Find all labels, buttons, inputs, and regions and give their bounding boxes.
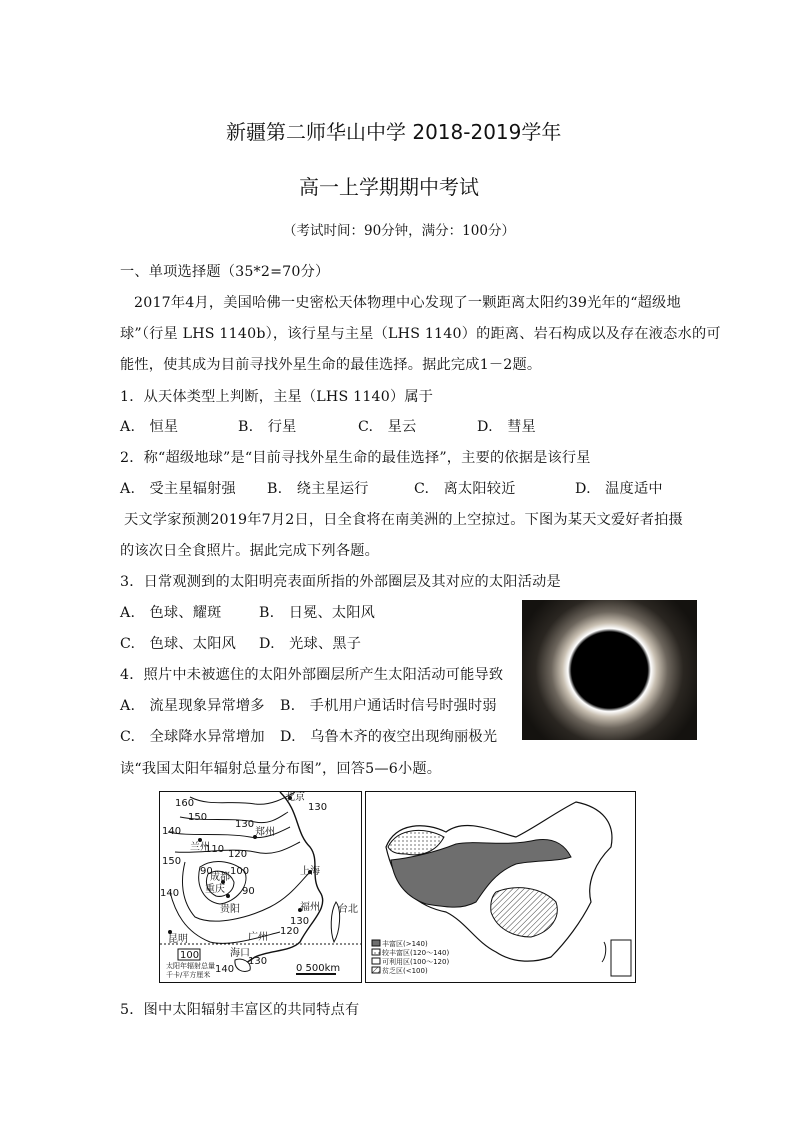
radiation-zone-map — [365, 791, 636, 983]
isoline-label: 160 — [175, 798, 195, 809]
q3-option-d[interactable]: D. 光球、黑子 — [259, 636, 362, 652]
legend-swatch-relatively-rich — [372, 949, 380, 955]
q4-stem: 4．照片中未被遮住的太阳外部圈层所产生太阳活动可能导致 — [120, 667, 504, 683]
city-label-guangzhou: 广州 — [248, 932, 268, 943]
isoline-label: 120 — [228, 849, 248, 860]
q3-option-c[interactable]: C. 色球、太阳风 — [120, 636, 236, 652]
taiwan-outline — [602, 942, 606, 962]
city-label-fuzhou: 福州 — [300, 902, 320, 913]
scale-label: 0 500km — [296, 963, 341, 974]
isoline — [190, 792, 295, 804]
q1-option-c[interactable]: C. 星云 — [358, 419, 417, 435]
q4-option-c[interactable]: C. 全球降水异常增加 — [120, 729, 265, 745]
legend-caption-line2: 千卡/平方厘米 — [166, 971, 211, 979]
legend-label-poor: 贫乏区(<100) — [382, 967, 428, 975]
isoline-label: 130 — [235, 819, 255, 830]
city-label-shanghai: 上海 — [300, 866, 320, 877]
city-label-chengdu: 成都 — [210, 872, 230, 883]
q2-option-d[interactable]: D. 温度适中 — [575, 481, 663, 497]
passage1-line3: 能性，使其成为目前寻找外星生命的最佳选择。据此完成1－2题。 — [120, 357, 542, 373]
passage2-line2: 的该次日全食照片。据此完成下列各题。 — [120, 543, 379, 559]
q3-option-b[interactable]: B. 日冕、太阳风 — [259, 605, 376, 621]
city-label-chongqing: 重庆 — [205, 884, 225, 895]
exam-title-line1: 新疆第二师华山中学 2018-2019学年 — [226, 120, 562, 144]
city-label-haikou: 海口 — [230, 948, 250, 959]
isoline-label: 130 — [308, 802, 328, 813]
zone-map-svg — [366, 792, 635, 982]
q1-option-b[interactable]: B. 行星 — [238, 419, 297, 435]
passage1-line2: 球”（行星 LHS 1140b），该行星与主星（LHS 1140）的距离、岩石构成以及存在液态水的可 — [120, 326, 721, 342]
isoline-label: 140 — [162, 826, 182, 837]
city-label-taibei: 台北 — [338, 904, 358, 915]
legend-label-usable: 可利用区(100～120) — [382, 958, 450, 966]
legend-caption-line1: 太阳年辐射总量 — [166, 962, 215, 970]
q4-option-a[interactable]: A. 流星现象异常增多 — [120, 698, 265, 714]
legend-label-rich: 丰富区(>140) — [382, 940, 428, 948]
city-label-lanzhou: 兰州 — [190, 842, 210, 853]
q2-stem: 2．称“超级地球”是“目前寻找外星生命的最佳选择”，主要的依据是该行星 — [120, 450, 591, 466]
isoline-label: 130 — [290, 916, 310, 927]
q4-option-d[interactable]: D. 乌鲁木齐的夜空出现绚丽极光 — [280, 729, 498, 745]
city-label-zhengzhou: 郑州 — [255, 827, 275, 838]
q3-option-a[interactable]: A. 色球、耀斑 — [120, 605, 222, 621]
isoline-label: 150 — [162, 856, 182, 867]
q2-option-a[interactable]: A. 受主星辐射强 — [120, 481, 236, 497]
q1-option-a[interactable]: A. 恒星 — [120, 419, 179, 435]
passage2-line1: 天文学家预测2019年7月2日，日全食将在南美洲的上空掠过。下图为某天文爱好者拍摄 — [124, 512, 683, 528]
isoline-label: 140 — [160, 888, 180, 899]
city-label-kunming: 昆明 — [168, 934, 188, 945]
isoline-label: 90 — [200, 866, 213, 877]
passage3: 读“我国太阳年辐射总量分布图”，回答5—6小题。 — [120, 761, 442, 777]
q1-option-d[interactable]: D. 彗星 — [477, 419, 536, 435]
isoline-label: 100 — [230, 866, 250, 877]
q5-stem: 5．图中太阳辐射丰富区的共同特点有 — [120, 1002, 360, 1018]
isoline-map-svg — [160, 792, 361, 982]
radiation-isoline-map — [159, 791, 362, 983]
city-label-guiyang: 贵阳 — [220, 904, 240, 915]
q3-stem: 3．日常观测到的太阳明亮表面所指的外部圈层及其对应的太阳活动是 — [120, 574, 561, 590]
isoline-label: 90 — [242, 886, 255, 897]
isoline-label: 150 — [188, 812, 208, 823]
exam-info: （考试时间：90分钟，满分：100分） — [283, 223, 515, 239]
passage1-line1: 2017年4月，美国哈佛一史密松天体物理中心发现了一颗距离太阳约39光年的“超级地 — [134, 295, 681, 311]
legend-swatch-usable — [372, 958, 380, 964]
south-china-sea-inset — [611, 940, 631, 976]
isoline-label: 140 — [215, 964, 235, 975]
legend-sample-value: 100 — [180, 950, 200, 961]
q2-option-c[interactable]: C. 离太阳较近 — [414, 481, 516, 497]
q4-option-b[interactable]: B. 手机用户通话时信号时强时弱 — [280, 698, 497, 714]
city-label-beijing: 北京 — [285, 792, 305, 803]
solar-eclipse-photo — [522, 600, 697, 740]
isoline-label: 130 — [248, 956, 268, 967]
q2-option-b[interactable]: B. 绕主星运行 — [267, 481, 369, 497]
isoline-label: 110 — [205, 844, 225, 855]
section-heading: 一、单项选择题（35*2=70分） — [120, 264, 330, 280]
city-dot — [226, 894, 230, 898]
legend-swatch-rich — [372, 940, 380, 946]
isoline-label: 120 — [280, 926, 300, 937]
q1-stem: 1．从天体类型上判断，主星（LHS 1140）属于 — [120, 389, 434, 405]
legend-label-relatively-rich: 较丰富区(120～140) — [382, 949, 450, 957]
exam-title-line2: 高一上学期期中考试 — [299, 175, 479, 199]
legend-swatch-poor — [372, 967, 380, 973]
